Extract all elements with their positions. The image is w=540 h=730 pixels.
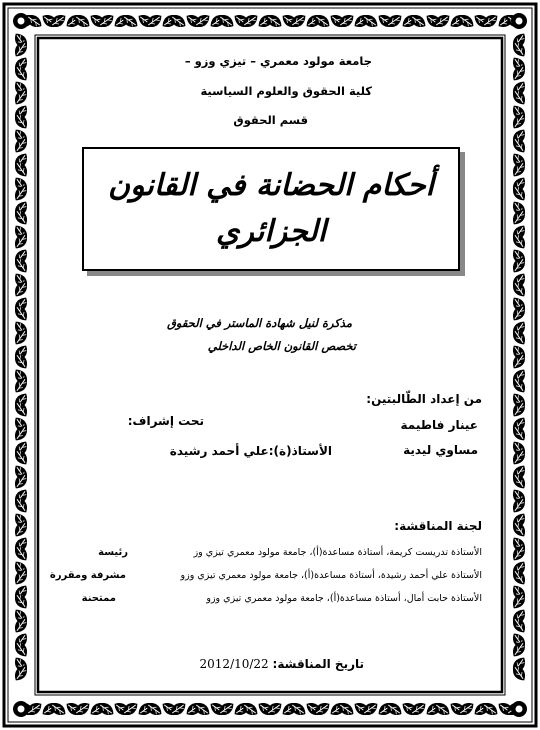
memo-degree: مذكرة لنيل شهادة الماستر في الحقوق <box>167 316 352 330</box>
defense-date-value: 2012/10/22 <box>199 657 269 671</box>
student-name-2: مساوي ليدية <box>403 443 478 457</box>
supervisor-label: تحت إشراف: <box>127 414 204 428</box>
committee-member-3: الأستاذة حابت أمال، أستاذة مساعدة(أ)، جامعة مولود معمري تيزي وزو <box>206 593 482 604</box>
committee-role-2: مشرفة ومقررة <box>49 570 126 581</box>
committee-member-1: الأستاذة تدريست كريمة، أستاذة مساعدة(أ)، جامعة مولود معمري تيزي وز <box>193 547 482 558</box>
faculty-name: كلية الحقوق والعلوم السياسية <box>200 84 372 98</box>
title-line-1: أحكام الحضانة في القانون <box>108 168 434 203</box>
memo-specialty: تخصص القانون الخاص الداخلي <box>207 339 356 353</box>
committee-role-1: رئيسة <box>98 547 128 558</box>
student-name-1: عينار فاطيمة <box>400 418 478 432</box>
title-box <box>82 147 460 271</box>
defense-date-line <box>200 657 364 671</box>
page-content <box>49 40 482 690</box>
university-name: جامعة مولود معمري – تيزي وزو – <box>184 54 372 68</box>
title-line-2: الجزائري <box>215 214 327 249</box>
committee-label: لجنة المناقشة: <box>394 519 482 533</box>
committee-role-3: ممتحنة <box>81 593 116 604</box>
students-label: من إعداد الطّالبتين: <box>366 392 482 406</box>
supervisor-name: الأستاذ(ة):علي أحمد رشيدة <box>169 444 332 458</box>
department-name: قسم الحقوق <box>233 113 308 127</box>
defense-date-label: تاريخ المناقشة: <box>272 657 364 671</box>
committee-member-2: الأستاذة علي أحمد رشيدة، أستاذة مساعدة(أ)، جامعة مولود معمري تيزي وزو <box>180 570 482 581</box>
